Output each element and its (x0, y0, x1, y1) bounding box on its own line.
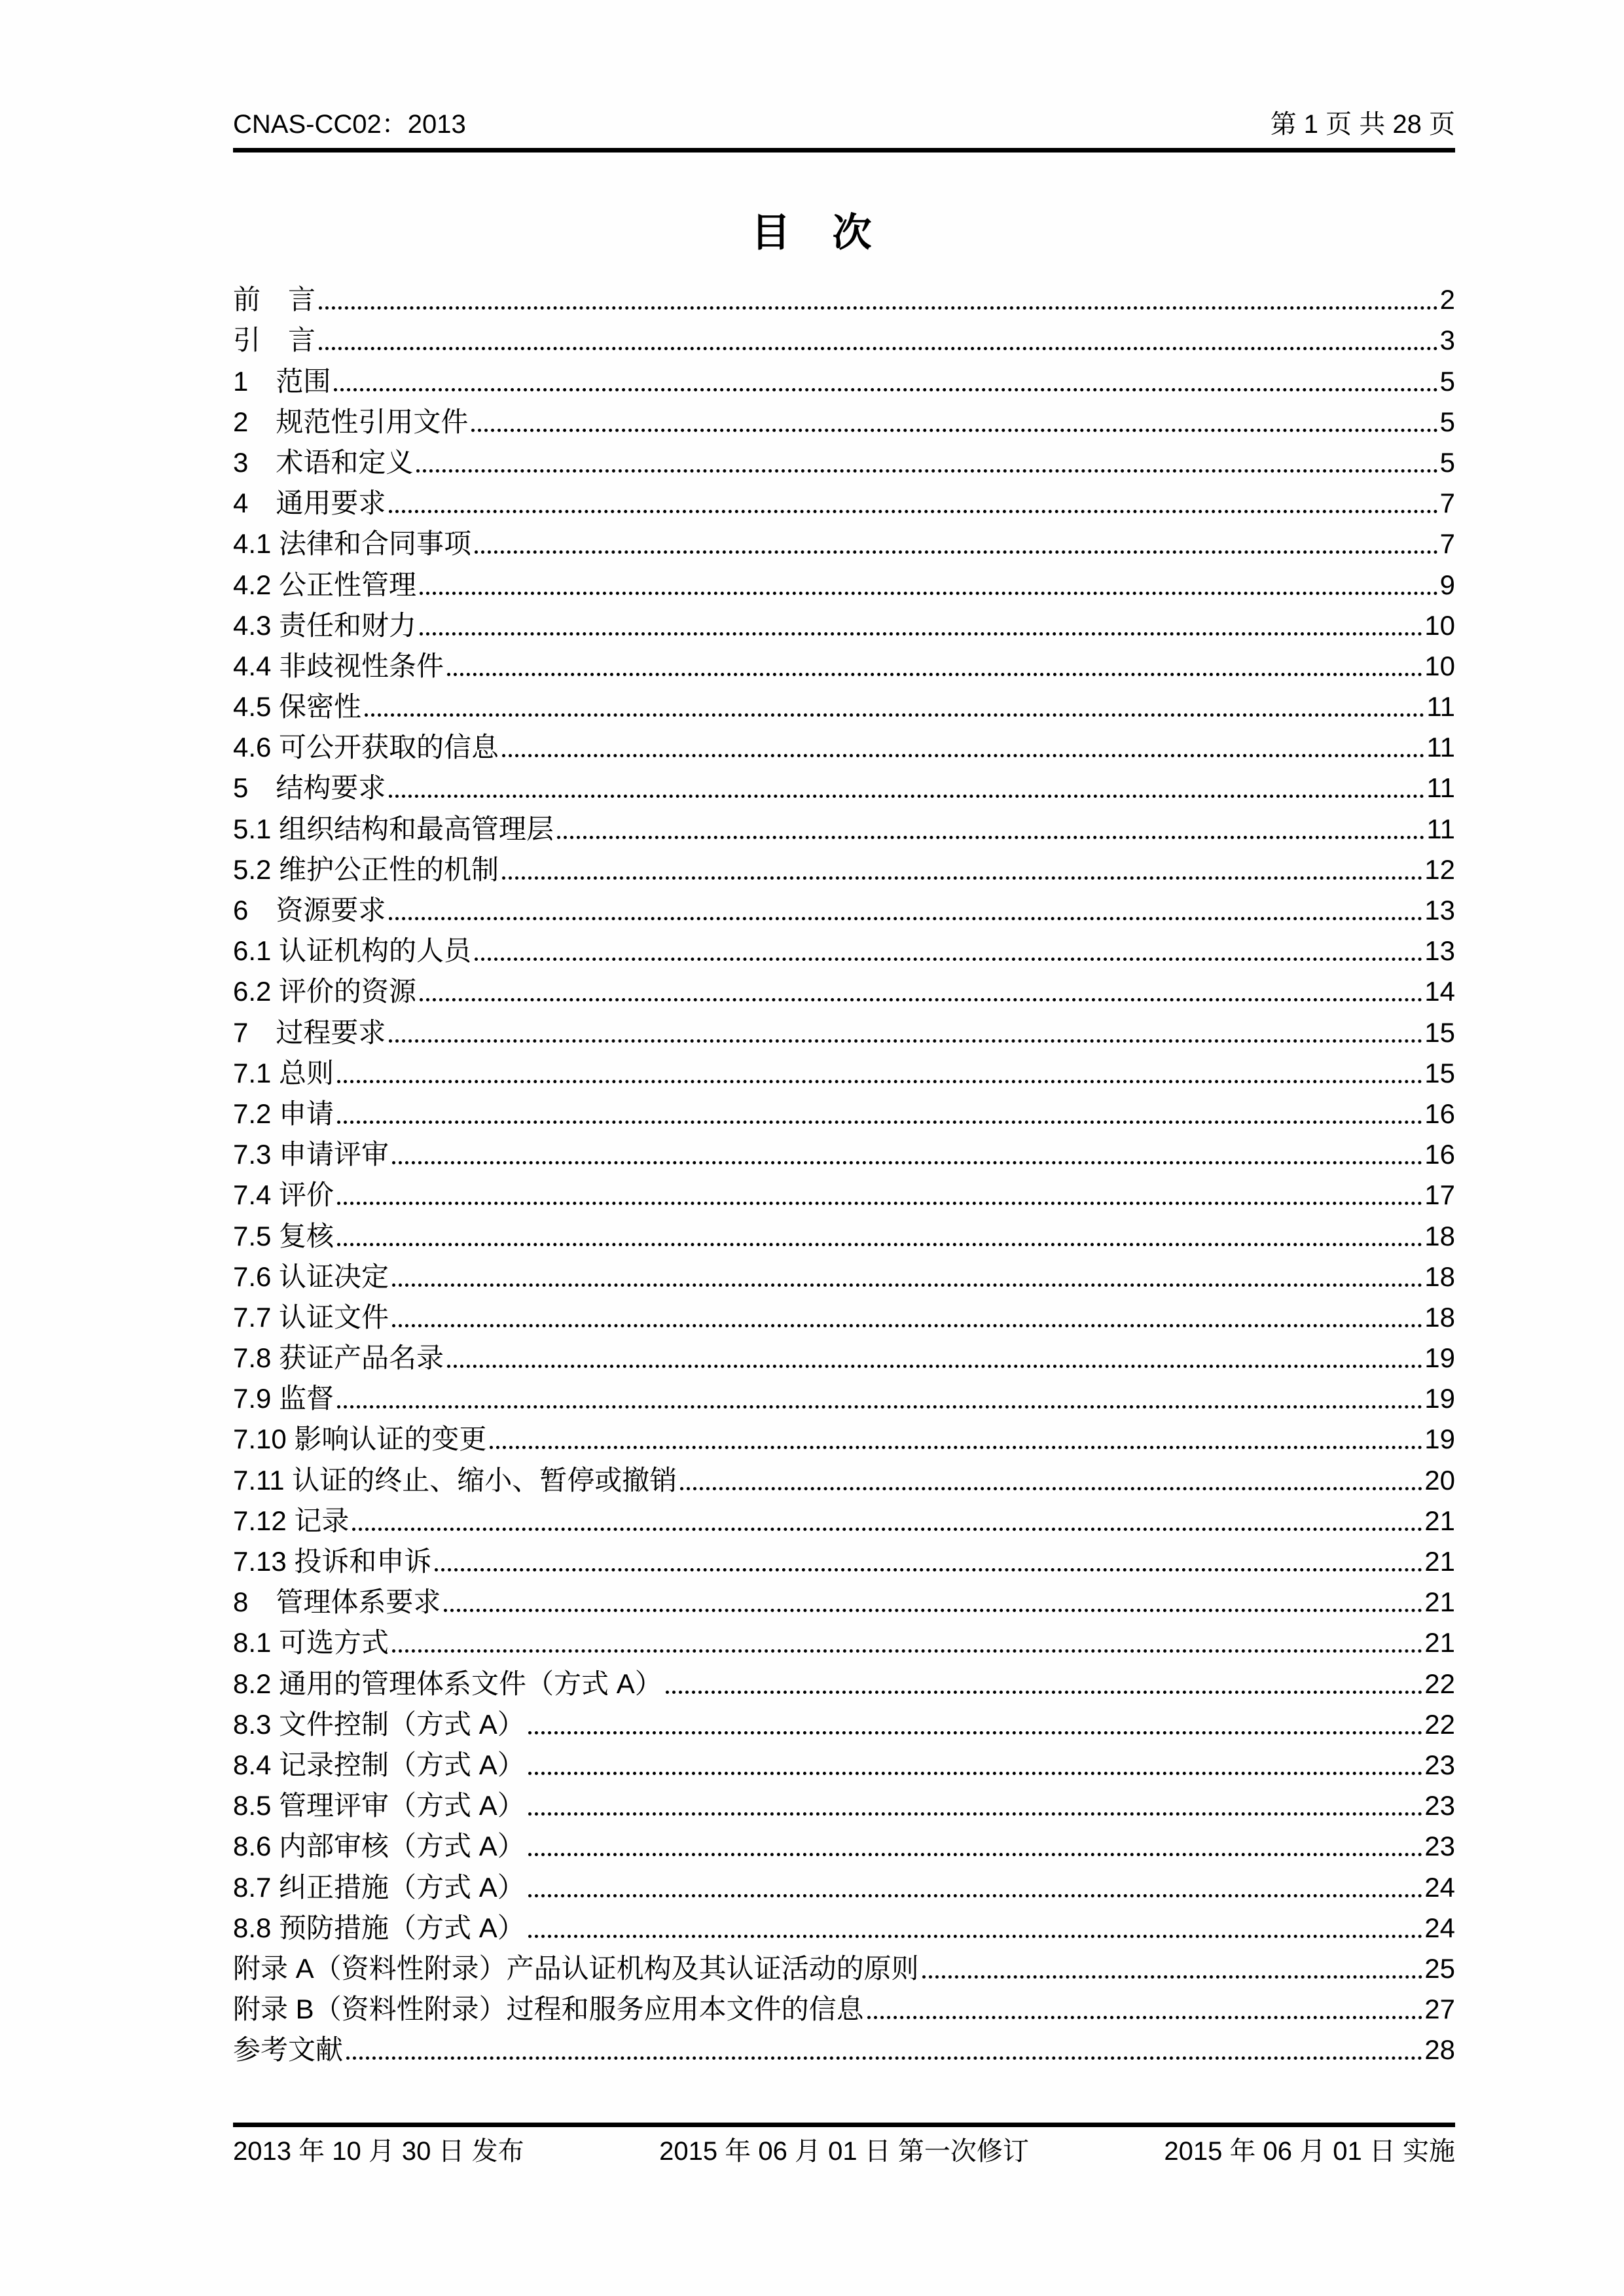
toc-entry (233, 1539, 1455, 1580)
toc-entry-page-number: 17 (1424, 1179, 1455, 1211)
toc-entry-label: 3 术语和定义 (233, 446, 414, 478)
toc-entry (233, 1946, 1455, 1987)
toc-entry-label: 7.11 认证的终止、缩小、暂停或撤销 (233, 1464, 677, 1496)
toc-entry (233, 562, 1455, 603)
toc-entry (233, 929, 1455, 969)
toc-entry-page-number: 10 (1424, 650, 1455, 681)
toc-dot-leader (420, 592, 1438, 595)
toc-dot-leader (337, 1405, 1422, 1408)
toc-dot-leader (435, 1568, 1422, 1571)
toc-entry (233, 1661, 1455, 1702)
toc-entry-page-number: 18 (1424, 1220, 1455, 1251)
toc-entry (233, 278, 1455, 318)
toc-entry-label: 6 资源要求 (233, 895, 386, 925)
toc-entry-label: 7.7 认证文件 (233, 1301, 389, 1333)
toc-entry-label: 7 过程要求 (233, 1016, 386, 1048)
toc-dot-leader (337, 1121, 1422, 1124)
toc-entry (233, 522, 1455, 562)
toc-entry (233, 1213, 1455, 1254)
toc-entry-page-number: 21 (1424, 1546, 1455, 1577)
toc-dot-leader (420, 998, 1422, 1001)
toc-entry (233, 359, 1455, 399)
toc-list (233, 278, 1455, 2068)
footer-rule (233, 2123, 1455, 2127)
toc-entry-label: 7.6 认证决定 (233, 1261, 389, 1292)
toc-entry (233, 1376, 1455, 1417)
footer-implementation-date: 2015 年 06 月 01 日 实施 (1164, 2137, 1455, 2166)
toc-entry-label: 附录 A（资料性附录）产品认证机构及其认证活动的原则 (233, 1952, 919, 1984)
toc-entry-label: 8.5 管理评审（方式 A） (233, 1790, 525, 1821)
toc-entry-page-number: 2 (1439, 284, 1455, 315)
toc-entry-label: 7.5 复核 (233, 1220, 334, 1251)
toc-entry (233, 1417, 1455, 1458)
toc-entry-label: 4.3 责任和财力 (233, 609, 417, 641)
toc-dot-leader (346, 2056, 1422, 2060)
toc-entry (233, 848, 1455, 888)
toc-entry-label: 4.4 非歧视性条件 (233, 650, 444, 681)
toc-dot-leader (475, 958, 1422, 961)
toc-dot-leader (528, 1894, 1423, 1897)
toc-entry (233, 806, 1455, 847)
toc-entry-page-number: 19 (1424, 1424, 1455, 1455)
toc-dot-leader (528, 1812, 1423, 1816)
toc-entry-label: 8.4 记录控制（方式 A） (233, 1749, 525, 1780)
toc-dot-leader (392, 1324, 1422, 1327)
toc-dot-leader (528, 1772, 1423, 1775)
toc-dot-leader (337, 1243, 1422, 1246)
toc-entry-page-number: 23 (1424, 1749, 1455, 1780)
toc-entry-label: 7.2 申请 (233, 1098, 334, 1129)
toc-dot-leader (502, 876, 1422, 880)
toc-dot-leader (319, 306, 1438, 310)
toc-entry-page-number: 5 (1439, 446, 1455, 478)
toc-entry-page-number: 21 (1424, 1627, 1455, 1659)
toc-entry-label: 4.5 保密性 (233, 691, 362, 723)
toc-dot-leader (475, 550, 1438, 554)
toc-entry-label: 4.6 可公开获取的信息 (233, 732, 499, 763)
toc-entry-label: 1 范围 (233, 365, 331, 397)
toc-entry-page-number: 15 (1424, 1016, 1455, 1048)
toc-entry-page-number: 7 (1439, 488, 1455, 519)
toc-entry-label: 前 言 (233, 284, 316, 315)
toc-entry-page-number: 24 (1424, 1871, 1455, 1903)
toc-dot-leader (319, 347, 1438, 350)
toc-entry (233, 1621, 1455, 1661)
toc-entry-page-number: 23 (1424, 1831, 1455, 1862)
toc-dot-leader (389, 917, 1422, 920)
toc-entry-page-number: 9 (1439, 569, 1455, 600)
toc-dot-leader (389, 1039, 1422, 1043)
toc-entry-label: 8 管理体系要求 (233, 1587, 441, 1618)
toc-entry-page-number: 28 (1424, 2034, 1455, 2066)
toc-entry (233, 1295, 1455, 1336)
page-indicator: 第 1 页 共 28 页 (1270, 110, 1455, 139)
toc-entry-label: 2 规范性引用文件 (233, 406, 469, 437)
toc-dot-leader (392, 1649, 1422, 1653)
page-footer (233, 2135, 1455, 2168)
toc-entry-page-number: 11 (1426, 691, 1455, 723)
toc-entry-label: 6.1 认证机构的人员 (233, 935, 472, 967)
page-title: 目 次 (751, 211, 873, 255)
toc-entry (233, 1906, 1455, 1946)
toc-dot-leader (528, 1935, 1423, 1938)
toc-entry-page-number: 11 (1426, 772, 1455, 804)
toc-entry-page-number: 21 (1424, 1505, 1455, 1536)
toc-dot-leader (420, 632, 1422, 636)
toc-dot-leader (471, 429, 1437, 432)
toc-entry-label: 7.9 监督 (233, 1383, 334, 1414)
toc-entry (233, 1336, 1455, 1376)
toc-dot-leader (389, 795, 1424, 798)
toc-entry-page-number: 21 (1424, 1587, 1455, 1618)
toc-entry-page-number: 3 (1439, 325, 1455, 356)
toc-entry (233, 685, 1455, 725)
toc-entry-page-number: 20 (1424, 1464, 1455, 1496)
toc-entry-label: 8.7 纠正措施（方式 A） (233, 1871, 525, 1903)
toc-entry-page-number: 18 (1424, 1261, 1455, 1292)
toc-entry-page-number: 16 (1424, 1139, 1455, 1170)
toc-entry-page-number: 18 (1424, 1301, 1455, 1333)
toc-entry (233, 644, 1455, 685)
page-header (233, 109, 1455, 140)
footer-revision-date: 2015 年 06 月 01 日 第一次修订 (659, 2137, 1029, 2166)
toc-entry (233, 1702, 1455, 1743)
toc-entry-label: 7.13 投诉和申诉 (233, 1546, 432, 1577)
toc-entry-page-number: 14 (1424, 976, 1455, 1007)
toc-entry-label: 4 通用要求 (233, 488, 386, 519)
toc-entry (233, 1255, 1455, 1295)
toc-entry (233, 1743, 1455, 1784)
toc-entry-label: 5.1 组织结构和最高管理层 (233, 813, 554, 844)
toc-entry-label: 7.8 获证产品名录 (233, 1342, 444, 1374)
toc-entry-label: 参考文献 (233, 2034, 344, 2066)
toc-entry-page-number: 22 (1424, 1708, 1455, 1740)
toc-entry (233, 969, 1455, 1010)
toc-entry (233, 1010, 1455, 1050)
toc-dot-leader (392, 1283, 1422, 1287)
toc-dot-leader (334, 388, 1437, 391)
toc-entry-label: 7.12 记录 (233, 1505, 350, 1536)
toc-entry-page-number: 11 (1426, 813, 1455, 844)
footer-release-date: 2013 年 10 月 30 日 发布 (233, 2137, 524, 2166)
toc-dot-leader (337, 1080, 1422, 1083)
toc-entry (233, 603, 1455, 644)
toc-dot-leader (337, 1202, 1422, 1205)
toc-dot-leader (557, 836, 1424, 839)
toc-entry (233, 1987, 1455, 2028)
toc-entry (233, 1580, 1455, 1621)
toc-entry-page-number: 13 (1424, 895, 1455, 925)
toc-dot-leader (444, 1609, 1422, 1612)
header-rule (233, 148, 1455, 152)
toc-entry-page-number: 13 (1424, 935, 1455, 967)
toc-dot-leader (490, 1446, 1422, 1449)
toc-dot-leader (447, 673, 1422, 676)
toc-dot-leader (680, 1487, 1422, 1490)
document-code: CNAS-CC02：2013 (233, 110, 466, 139)
toc-entry (233, 888, 1455, 929)
toc-dot-leader (389, 510, 1437, 513)
toc-dot-leader (352, 1528, 1422, 1531)
toc-entry (233, 1092, 1455, 1132)
toc-entry-label: 8.6 内部审核（方式 A） (233, 1831, 525, 1862)
toc-entry (233, 1824, 1455, 1865)
toc-entry-label: 4.2 公正性管理 (233, 569, 417, 600)
toc-entry-label: 4.1 法律和合同事项 (233, 528, 472, 560)
toc-entry-page-number: 25 (1424, 1952, 1455, 1984)
toc-entry-label: 8.1 可选方式 (233, 1627, 389, 1659)
toc-entry-page-number: 22 (1424, 1668, 1455, 1699)
toc-dot-leader (922, 1975, 1423, 1979)
toc-entry-page-number: 5 (1439, 365, 1455, 397)
toc-entry-page-number: 27 (1424, 1994, 1455, 2025)
toc-entry (233, 1132, 1455, 1173)
toc-entry-page-number: 10 (1424, 609, 1455, 641)
toc-entry (233, 2028, 1455, 2068)
toc-dot-leader (365, 713, 1424, 717)
toc-entry-page-number: 19 (1424, 1342, 1455, 1374)
toc-dot-leader (416, 469, 1437, 473)
toc-entry-label: 7.3 申请评审 (233, 1139, 389, 1170)
toc-entry (233, 1499, 1455, 1539)
toc-entry-label: 7.4 评价 (233, 1179, 334, 1211)
toc-entry (233, 400, 1455, 440)
toc-entry-label: 8.3 文件控制（方式 A） (233, 1708, 525, 1740)
toc-entry-label: 5.2 维护公正性的机制 (233, 853, 499, 885)
toc-entry-page-number: 19 (1424, 1383, 1455, 1414)
toc-entry-label: 7.10 影响认证的变更 (233, 1424, 487, 1455)
toc-dot-leader (528, 1853, 1423, 1856)
toc-entry (233, 481, 1455, 522)
toc-dot-leader (392, 1161, 1422, 1164)
toc-entry (233, 318, 1455, 359)
toc-entry-page-number: 7 (1439, 528, 1455, 560)
toc-entry (233, 440, 1455, 481)
toc-entry (233, 1458, 1455, 1498)
toc-dot-leader (867, 2016, 1423, 2019)
toc-entry (233, 725, 1455, 766)
toc-entry-page-number: 11 (1426, 732, 1455, 763)
toc-entry (233, 1865, 1455, 1905)
toc-entry (233, 766, 1455, 806)
toc-entry-label: 6.2 评价的资源 (233, 976, 417, 1007)
toc-dot-leader (528, 1731, 1423, 1734)
toc-entry-label: 7.1 总则 (233, 1057, 334, 1088)
toc-entry-page-number: 12 (1424, 853, 1455, 885)
toc-entry-page-number: 16 (1424, 1098, 1455, 1129)
toc-entry-label: 8.2 通用的管理体系文件（方式 A） (233, 1668, 662, 1699)
toc-entry-label: 附录 B（资料性附录）过程和服务应用本文件的信息 (233, 1994, 864, 2025)
toc-dot-leader (502, 754, 1424, 757)
toc-entry-label: 引 言 (233, 325, 316, 356)
toc-entry-label: 8.8 预防措施（方式 A） (233, 1912, 525, 1943)
toc-entry-label: 5 结构要求 (233, 772, 386, 804)
toc-entry (233, 1784, 1455, 1824)
toc-entry-page-number: 5 (1439, 406, 1455, 437)
toc-entry-page-number: 15 (1424, 1057, 1455, 1088)
toc-dot-leader (447, 1365, 1422, 1368)
toc-entry-page-number: 24 (1424, 1912, 1455, 1943)
toc-entry-page-number: 23 (1424, 1790, 1455, 1821)
toc-entry (233, 1051, 1455, 1092)
toc-dot-leader (666, 1691, 1423, 1694)
toc-entry (233, 1173, 1455, 1213)
